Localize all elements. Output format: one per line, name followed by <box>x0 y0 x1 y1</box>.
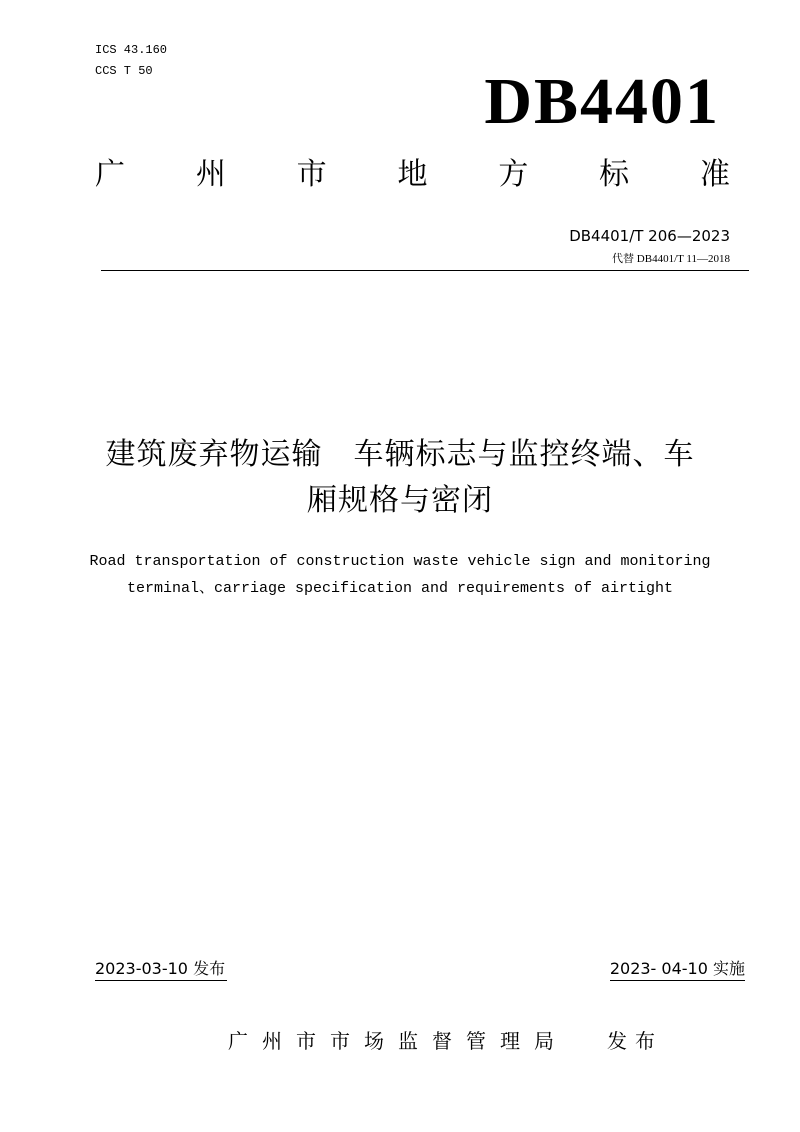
standard-type-char: 标 <box>599 157 630 192</box>
standard-code-logo: DB4401 <box>484 65 720 138</box>
english-title-line: Road transportation of construction waste vehicle sign and monitoring <box>89 553 711 570</box>
standard-type-char: 广 <box>95 157 125 192</box>
ccs-code: CCS T 50 <box>95 64 153 78</box>
chinese-title-line: 厢规格与密闭 <box>307 483 493 518</box>
standard-number: DB4401/T 206—2023 <box>569 227 730 245</box>
replaces-standard: 代替 DB4401/T 11—2018 <box>612 253 730 265</box>
ics-code: ICS 43.160 <box>95 43 168 57</box>
implementation-date: 2023- 04-10 实施 <box>610 958 745 981</box>
issue-date: 2023-03-10 发布 <box>95 958 227 981</box>
standard-type-char: 州 <box>195 157 226 192</box>
english-title <box>40 548 760 602</box>
english-title-line: terminal、carriage specification and requirements of airtight <box>126 580 674 597</box>
issue-action: 发布 <box>607 1029 663 1053</box>
chinese-title <box>60 432 740 524</box>
chinese-title-line: 建筑废弃物运输 车辆标志与监控终端、车 <box>105 437 695 472</box>
standard-type-char: 地 <box>397 157 428 192</box>
issuing-authority: 广州市市场监督管理局 <box>228 1029 568 1053</box>
classification-codes <box>95 40 167 82</box>
header-divider <box>101 270 749 271</box>
standard-type-char: 方 <box>498 157 529 192</box>
standard-type-heading <box>95 155 730 195</box>
standard-type-char: 市 <box>296 157 327 192</box>
standard-type-char: 准 <box>699 157 730 192</box>
